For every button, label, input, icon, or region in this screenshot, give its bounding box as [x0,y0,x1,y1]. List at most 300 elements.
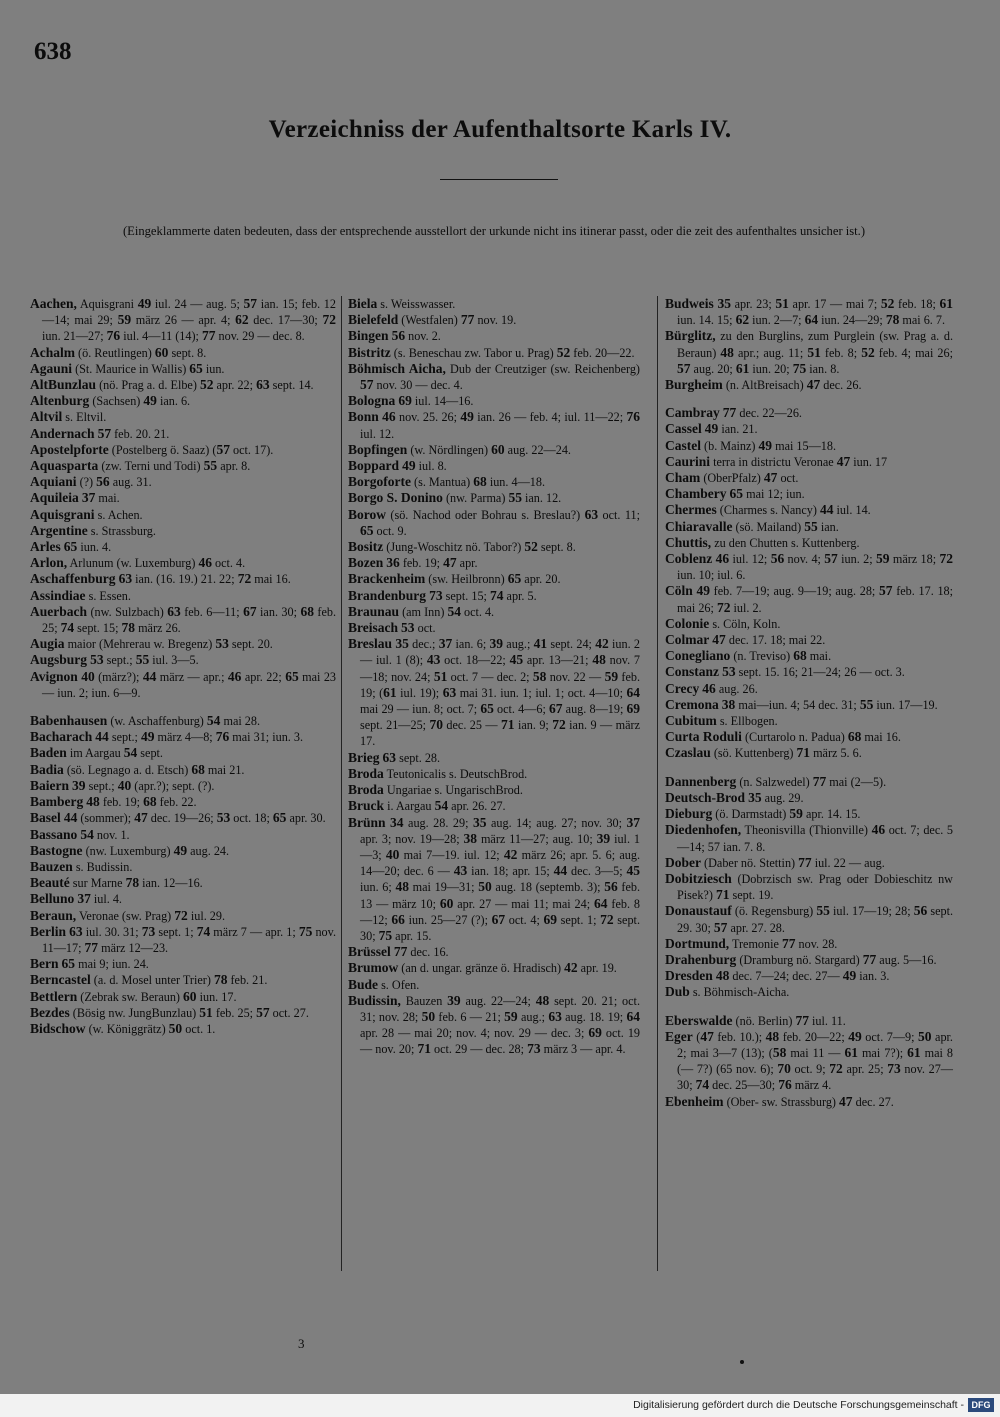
entry-place-name: Donaustauf [665,903,732,919]
entry-place-name: Dieburg [665,806,713,822]
index-entry [348,507,640,539]
entry-dates: 63 sept. 28. [382,749,441,765]
index-entry [665,405,953,421]
entry-place-name: Assindiae [30,587,86,603]
entry-place-name: Bude [348,976,379,992]
entry-place-name: Bidschow [30,1020,86,1036]
entry-place-name: Dober [665,854,701,870]
entry-dates: 56 nov. 2. [391,328,441,344]
entry-place-name: Deutsch-Brod [665,789,746,805]
entry-dates: 57 feb. 20. 21. [97,425,170,441]
index-entry [30,539,336,555]
entry-place-name: Bistritz [348,344,391,360]
index-entry [30,924,336,956]
entry-place-name: Cremona [665,696,719,712]
entry-place-name: Brieg [348,749,380,765]
entry-place-name: Budissin, [348,992,401,1008]
title-rule [440,179,558,180]
index-entry [665,952,953,968]
entry-dates: 46 iul. 12; 56 nov. 4; 57 iun. 2; 59 märz 18; 72 iun. 10; iul. 6. [677,551,953,583]
entry-place-name: Diedenhofen, [665,822,742,838]
index-entry [348,798,640,814]
entry-place-name: Brumow [348,960,399,976]
entry-place-name: Cöln [665,583,693,599]
entry-place-name: Augsburg [30,652,88,668]
entry-dates: 35 dec.; 37 ian. 6; 39 aug.; 41 sept. 24; 42 iun. 2 — iul. 1 (8); 43 oct. 18—22; 45 apr. 13—21; 48 nov. 7—18; nov. 24; 51 oct. 7 — dec. 2; 58 nov. 22 — 59 feb. 19; (61 iul. 19); 63 mai 31. iun. 1; iul. 1; oct. 4—10; 64 mai 29 — iun. 8; oct. 7; 65 oct. 4—6; 67 aug. 8—19; 69 sept. 21—25; 70 dec. 25 — 71 ian. 9; 72 ian. 9 — märz 17. [360,636,641,749]
entry-dates: Aquisgrani 49 iul. 24 — aug. 5; 57 ian. 15; feb. 12—14; mai 29; 59 märz 26 — apr. 4; 62 dec. 17—30; 72 iun. 21—27; 76 iul. 4—11 (14); 77 nov. 29 — dec. 8. [42,296,336,344]
entry-dates: 63 ian. (16. 19.) 21. 22; 72 mai 16. [118,571,291,587]
index-entry [665,681,953,697]
index-entry [665,790,953,806]
index-entry [30,794,336,810]
column-separator [341,296,342,1271]
entry-dates: s. Weisswasser. [377,297,456,311]
entry-place-name: Braunau [348,603,400,619]
index-entry [665,438,953,454]
entry-place-name: Brüssel [348,944,391,960]
entry-dates: s. Eltvil. [62,410,107,425]
index-entry [665,551,953,583]
index-entry [665,519,953,535]
entry-place-name: Augia [30,636,65,652]
entry-place-name: Bettlern [30,988,78,1004]
entry-dates: 44 (sommer); 47 dec. 19—26; 53 oct. 18; 65 apr. 30. [63,810,326,826]
entry-dates: Theonisvilla (Thionville) 46 oct. 7; dec. 5—14; 57 ian. 7. 8. [677,822,953,854]
index-entry [348,604,640,620]
entry-dates: zu den Burglins, zum Purglein (sw. Prag a. d. Beraun) 48 apr.; aug. 11; 51 feb. 8; 52 feb. 4; mai 26; 57 aug. 20; 61 iun. 20; 75 ian. 8. [677,329,954,376]
entry-place-name: Colmar [665,632,710,648]
entry-dates: 65 iun. 4. [63,539,112,555]
index-entry [30,636,336,652]
entry-place-name: Beauté [30,875,70,891]
entry-dates: 34 aug. 28. 29; 35 aug. 14; aug. 27; nov. 30; 37 apr. 3; nov. 19—28; 38 märz 11—27; aug. 10; 39 iul. 1—3; 40 mai 7—19. iul. 12; 42 märz 26; apr. 5. 6; aug. 14—20; dec. 6 — 43 ian. 18; apr. 15; 44 dec. 3—5; 45 iun. 6; 48 mai 19—31; 50 aug. 18 (septemb. 3); 56 feb. 13 — märz 10; 60 apr. 27 — mai 11; mai 24; 64 feb. 8—12; 66 iun. 25—27 (?); 67 oct. 4; 69 sept. 1; 72 sept. 30; 75 apr. 15. [360,814,641,943]
entry-place-name: Dub [665,984,690,1000]
index-entry [348,296,640,312]
entry-place-name: Borgoforte [348,474,411,490]
entry-place-name: Breslau [348,636,393,652]
entry-place-name: Bonn [348,409,379,425]
entry-dates: (Ober- sw. Strassburg) 47 dec. 27. [723,1093,894,1109]
index-entry [30,810,336,826]
index-entry [665,745,953,761]
index-entry [348,490,640,506]
entry-place-name: Andernach [30,425,95,441]
index-entry [348,815,640,945]
entry-dates: 65 mai 12; iun. [729,486,805,502]
index-entry [30,859,336,875]
entry-place-name: Aquasparta [30,458,99,474]
entry-place-name: Belluno [30,891,75,907]
index-entry [30,989,336,1005]
index-entry [30,729,336,745]
entry-place-name: Basel [30,810,61,826]
entry-dates: (nw. Luxemburg) 49 aug. 24. [82,842,230,858]
index-entry [30,296,336,345]
index-entry [665,1029,953,1094]
entry-place-name: Beraun, [30,907,77,923]
entry-dates: 39 sept.; 40 (apr.?); sept. (?). [72,777,215,793]
entry-place-name: Bauzen [30,858,73,874]
index-entry [30,843,336,859]
entry-place-name: Eger [665,1028,693,1044]
index-entry [665,903,953,935]
entry-place-name: Bamberg [30,794,84,810]
index-entry [30,426,336,442]
ink-dot [740,1360,744,1364]
entry-place-name: Aquileia [30,490,79,506]
index-entry [30,778,336,794]
entry-place-name: Biela [348,296,378,311]
entry-place-name: Bezdes [30,1004,70,1020]
entry-place-name: Burgheim [665,377,723,393]
index-entry [30,571,336,587]
entry-dates: 46 nov. 25. 26; 49 ian. 26 — feb. 4; iul. 11—22; 76 iul. 12. [360,409,640,441]
entry-place-name: Breisach [348,620,398,636]
entry-place-name: Bielefeld [348,312,399,328]
entry-dates: s. Budissin. [72,859,133,874]
index-entry [665,454,953,470]
index-entry [30,762,336,778]
index-entry [348,474,640,490]
entry-place-name: Arles [30,539,61,555]
entry-dates: (zw. Terni und Todi) 55 apr. 8. [98,458,251,474]
column-1 [30,296,336,1037]
entry-place-name: Avignon [30,668,78,684]
index-entry [348,312,640,328]
entry-place-name: Bologna [348,393,396,409]
entry-dates: 54 nov. 1. [80,826,130,842]
entry-place-name: Dannenberg [665,773,737,789]
index-entry [348,555,640,571]
index-entry [30,891,336,907]
entry-dates: s. Böhmisch-Aicha. [689,985,790,1000]
entry-dates: (n. Treviso) 68 mai. [730,648,832,664]
index-entry [665,377,953,393]
page-title: Verzeichniss der Aufenthaltsorte Karls IV. [268,116,732,143]
entry-place-name: Badia [30,761,64,777]
index-entry [30,1005,336,1021]
entry-dates: Teutonicalis s. DeutschBrod. [383,766,528,781]
index-entry [30,361,336,377]
index-entry [348,539,640,555]
entry-dates: 35 apr. 23; 51 apr. 17 — mai 7; 52 feb. 18; 61 iun. 14. 15; 62 iun. 2—7; 64 iun. 24—29; 78 mai 6. 7. [677,296,954,328]
entry-place-name: Caurini [665,453,711,469]
index-entry [30,745,336,761]
entry-place-name: Bassano [30,826,78,842]
entry-dates: (b. Mainz) 49 mai 15—18. [701,437,837,453]
entry-dates: 48 dec. 7—24; dec. 27— 49 ian. 3. [715,968,890,984]
entry-place-name: Bastogne [30,842,83,858]
entry-dates: (Dramburg nö. Stargard) 77 aug. 5—16. [736,951,937,967]
entry-place-name: Bingen [348,328,389,344]
entry-dates: 69 iul. 14—16. [398,393,474,409]
footer-bar [0,1394,1000,1417]
index-entry [665,936,953,952]
index-entry [665,664,953,680]
entry-dates: 40 (märz?); 44 märz — apr.; 46 apr. 22; 65 mai 23 — iun. 2; iun. 6—9. [42,668,337,700]
index-entry [665,697,953,713]
index-entry [30,345,336,361]
entry-dates: (Postelberg ö. Saaz) (57 oct. 17). [108,441,274,457]
entry-dates: s. Ofen. [378,977,420,992]
entry-place-name: Dresden [665,968,713,984]
index-entry [30,523,336,539]
entry-place-name: Czaslau [665,745,711,761]
entry-place-name: Crecy [665,680,700,696]
entry-place-name: Bacharach [30,729,93,745]
entry-place-name: Brackenheim [348,571,426,587]
index-entry [665,822,953,854]
entry-dates: 49 ian. 21. [704,421,758,437]
entry-dates: (St. Maurice in Wallis) 65 iun. [72,360,225,376]
entry-place-name: Brünn [348,814,386,830]
index-entry [348,977,640,993]
index-entry [348,588,640,604]
index-entry [665,1094,953,1110]
index-entry [348,636,640,749]
entry-dates: (nw. Sulzbach) 63 feb. 6—11; 67 ian. 30; 68 feb. 25; 74 sept. 15; 78 märz 26. [42,603,337,636]
entry-dates: (Westfalen) 77 nov. 19. [398,312,517,328]
entry-place-name: Altvil [30,409,63,425]
entry-dates: (sw. Heilbronn) 65 apr. 20. [425,571,561,587]
index-entry [30,555,336,571]
entry-place-name: Bozen [348,555,384,571]
entry-dates: s. Essen. [85,588,131,603]
column-2 [348,296,640,1058]
entry-dates: (nö. Berlin) 77 iul. 11. [732,1012,846,1028]
index-entry [665,421,953,437]
index-entry [665,296,953,328]
index-entry [348,620,640,636]
index-entry [30,507,336,523]
index-entry [665,632,953,648]
index-entry [30,409,336,425]
index-entry [30,956,336,972]
entry-dates: im Aargau 54 sept. [66,745,163,761]
entry-dates: (Curtarolo n. Padua) 68 mai 16. [741,729,901,745]
entry-dates: zu den Chutten s. Kuttenberg. [711,535,860,550]
entry-dates: Bauzen 39 aug. 22—24; 48 sept. 20. 21; oct. 31; nov. 28; 50 feb. 6 — 21; 59 aug.; 63 aug. 18. 19; 64 apr. 28 — mai 20; nov. 4; nov. 29 — dec. 3; 69 oct. 19 — nov. 20; 71 oct. 29 — dec. 28; 73 märz 3 — apr. 4. [360,992,641,1057]
entry-dates: Arlunum (w. Luxemburg) 46 oct. 4. [67,555,246,571]
entry-place-name: Baiern [30,777,69,793]
index-entry [30,474,336,490]
entry-dates: 53 oct. [401,620,436,636]
entry-place-name: Borgo S. Donino [348,490,443,506]
entry-place-name: Ebenheim [665,1093,724,1109]
entry-dates: 44 sept.; 49 märz 4—8; 76 mai 31; iun. 3. [95,729,304,745]
entry-place-name: Brandenburg [348,587,427,603]
entry-dates: (OberPfalz) 47 oct. [700,470,799,486]
entry-place-name: Broda [348,782,384,798]
index-entry [665,583,953,615]
index-entry [665,535,953,551]
entry-place-name: Chiaravalle [665,518,733,534]
entry-place-name: Böhmisch Aicha, [348,360,446,376]
index-entry [348,393,640,409]
entry-place-name: Bositz [348,539,384,555]
index-entry [348,409,640,441]
entry-dates: (Bösig nw. JungBunzlau) 51 feb. 25; 57 oct. 27. [69,1004,309,1020]
index-entry [665,648,953,664]
dfg-logo: DFG [968,1398,994,1412]
entry-place-name: Berlin [30,923,66,939]
signature-mark: 3 [298,1336,305,1351]
entry-dates: (am Inn) 54 oct. 4. [399,603,495,619]
index-entry [348,750,640,766]
entry-dates: (n. Salzwedel) 77 mai (2—5). [736,773,887,789]
index-entry [348,442,640,458]
entry-place-name: Baden [30,745,67,761]
entry-dates: i. Aargau 54 apr. 26. 27. [384,798,506,814]
index-entry [30,393,336,409]
entry-place-name: Aachen, [30,296,77,311]
index-entry [348,944,640,960]
entry-place-name: Berncastel [30,972,91,988]
entry-place-name: Cham [665,470,701,486]
entry-dates: 38 mai—iun. 4; 54 dec. 31; 55 iun. 17—19. [721,696,938,712]
entry-dates: sur Marne 78 ian. 12—16. [69,875,203,891]
entry-dates: (w. Königgrätz) 50 oct. 1. [85,1020,216,1036]
index-entry [30,377,336,393]
entry-place-name: Drahenburg [665,951,737,967]
index-entry [665,729,953,745]
index-entry [30,588,336,604]
entry-dates: (ö. Regensburg) 55 iul. 17—19; 28; 56 sept. 29. 30; 57 apr. 27. 28. [677,903,954,935]
entry-dates: 48 feb. 19; 68 feb. 22. [86,794,197,810]
entry-place-name: Eberswalde [665,1012,733,1028]
entry-dates: (nö. Prag a. d. Elbe) 52 apr. 22; 63 sept. 14. [96,377,314,393]
entry-dates: 77 dec. 22—26. [722,405,802,421]
entry-dates: (47 feb. 10.); 48 feb. 20—22; 49 oct. 7—9; 50 apr. 2; mai 3—7 (13); (58 mai 11 — 61 mai 7?); 61 mai 8 (— 7?) (65 nov. 6); 70 oct. 9; 72 apr. 25; 73 nov. 27—30; 74 dec. 25—30; 76 märz 4. [677,1028,953,1093]
index-entry [665,806,953,822]
entry-dates: (Daber nö. Stettin) 77 iul. 22 — aug. [701,854,885,870]
index-entry [665,968,953,984]
entry-dates: (?) 56 aug. 31. [76,474,152,490]
entry-dates: (sö. Legnago a. d. Etsch) 68 mai 21. [63,761,245,777]
entry-place-name: Colonie [665,615,710,631]
index-entry [30,713,336,729]
index-entry [348,571,640,587]
entry-dates: s. Achen. [94,507,143,522]
entry-dates: 49 iul. 8. [402,458,447,474]
index-entry [665,855,953,871]
index-entry [665,328,953,377]
page-number: 638 [34,38,72,65]
entry-place-name: Broda [348,765,384,781]
entry-place-name: Altenburg [30,393,90,409]
entry-dates: (nw. Parma) 55 ian. 12. [442,490,562,506]
entry-dates: maior (Mehrerau w. Bregenz) 53 sept. 20. [64,636,273,652]
entry-place-name: Dobitziesch [665,870,732,886]
entry-dates: (Dobrzisch sw. Prag oder Dobieschitz nw Pisek?) 71 sept. 19. [677,871,953,903]
entry-dates: (sö. Nachod oder Bohrau s. Breslau?) 63 oct. 11; 65 oct. 9. [360,506,640,538]
entry-dates: (s. Mantua) 68 iun. 4—18. [410,474,545,490]
entry-place-name: Agauni [30,360,73,376]
entry-dates: (n. AltBreisach) 47 dec. 26. [722,377,862,393]
index-entry [30,490,336,506]
entry-place-name: Castel [665,437,701,453]
entry-dates: 73 sept. 15; 74 apr. 5. [429,587,537,603]
index-entry [30,652,336,668]
entry-place-name: Cubitum [665,713,717,729]
index-entry [665,486,953,502]
index-entry [665,470,953,486]
entry-dates: 37 mai. [81,490,120,506]
entry-dates: s. Ellbogen. [716,714,778,729]
entry-place-name: Chuttis, [665,534,712,550]
index-entry [348,361,640,393]
entry-dates: (w. Nördlingen) 60 aug. 22—24. [407,441,571,457]
entry-place-name: Aquiani [30,474,77,490]
index-entry [30,827,336,843]
entry-place-name: Borow [348,506,387,522]
column-3 [665,296,953,1110]
entry-dates: (sö. Mailand) 55 ian. [732,518,839,534]
entry-dates: (ö. Reutlingen) 60 sept. 8. [75,344,207,360]
index-entry [30,908,336,924]
entry-place-name: Babenhausen [30,713,108,729]
index-entry [30,604,336,636]
entry-place-name: Bopfingen [348,441,408,457]
column-separator [657,296,658,1271]
entry-place-name: Aschaffenburg [30,571,116,587]
entry-place-name: Chermes [665,502,717,518]
index-entry [348,960,640,976]
entry-dates: (Jung-Woschitz nö. Tabor?) 52 sept. 8. [383,539,576,555]
entry-place-name: Achalm [30,344,75,360]
entry-place-name: Conegliano [665,648,731,664]
entry-place-name: Curta Roduli [665,729,742,745]
entry-place-name: Coblenz [665,551,713,567]
entry-dates: (an d. ungar. gränze ö. Hradisch) 42 apr. 19. [398,960,617,976]
entry-place-name: Argentine [30,522,88,538]
entry-dates: (a. d. Mosel unter Trier) 78 feb. 21. [90,972,268,988]
entry-dates: (Sachsen) 49 ian. 6. [89,393,191,409]
entry-dates: (Zebrak sw. Beraun) 60 iun. 17. [77,988,237,1004]
index-entry [665,502,953,518]
entry-dates: (s. Beneschau zw. Tabor u. Prag) 52 feb. 20—22. [390,344,635,360]
entry-dates: Veronae (sw. Prag) 72 iul. 29. [76,907,226,923]
entry-dates: Tremonie 77 nov. 28. [729,935,838,951]
index-entry [665,1013,953,1029]
index-entry [30,875,336,891]
index-entry [348,345,640,361]
entry-dates: Ungariae s. UngarischBrod. [383,783,523,798]
entry-dates: 46 aug. 26. [702,680,758,696]
entry-dates: 35 aug. 29. [748,789,804,805]
entry-dates: (w. Aschaffenburg) 54 mai 28. [107,713,261,729]
entry-dates: 63 iul. 30. 31; 73 sept. 1; 74 märz 7 — apr. 1; 75 nov. 11—17; 77 märz 12—23. [42,923,336,955]
index-entry [665,774,953,790]
footer-text: Digitalisierung gefördert durch die Deutsche Forschungsgemeinschaft - [633,1399,964,1411]
entry-place-name: Aquisgrani [30,506,95,522]
index-entry [30,1021,336,1037]
entry-dates: Dub der Creutziger (sw. Reichenberg) 57 nov. 30 — dec. 4. [360,361,640,393]
intro-note: (Eingeklammerte daten bedeuten, dass der entsprechende ausstellort der urkunde nicht ins itinerar passt, oder die zeit des aufenthaltes unsicher ist.) [122,224,866,238]
index-entry [665,616,953,632]
index-entry [30,972,336,988]
index-entry [348,328,640,344]
entry-dates: 37 iul. 4. [77,891,122,907]
entry-place-name: Boppard [348,458,400,474]
entry-dates: s. Cöln, Koln. [709,616,781,631]
index-entry [348,458,640,474]
entry-dates: (Charmes s. Nancy) 44 iul. 14. [716,502,871,518]
entry-dates: terra in districtu Veronae 47 iun. 17 [710,453,888,469]
entry-dates: 53 sept.; 55 iul. 3—5. [90,652,199,668]
entry-place-name: Cambray [665,405,720,421]
entry-place-name: Bürglitz, [665,328,716,344]
